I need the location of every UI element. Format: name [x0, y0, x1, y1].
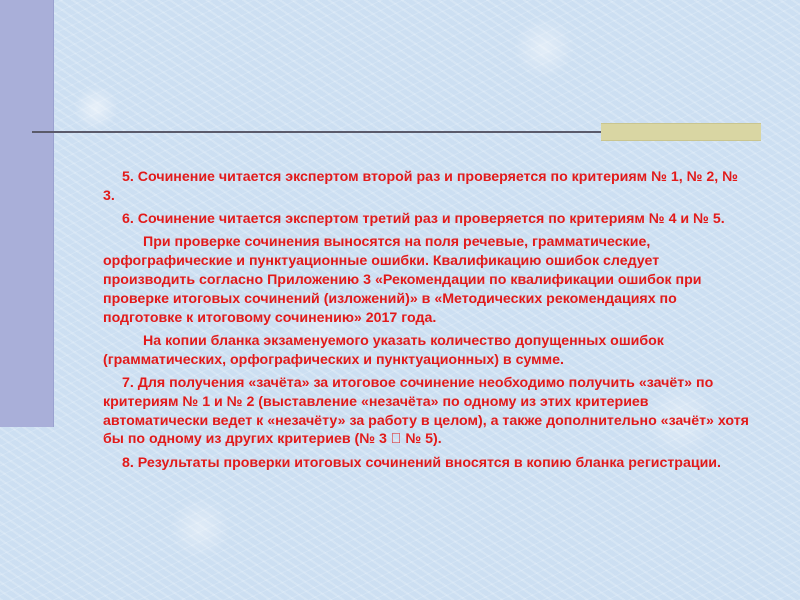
paragraph-item-8: 8. Результаты проверки итоговых сочинений вносятся в копию бланка регистрации.: [122, 454, 721, 471]
paragraph-error-marking: При проверке сочинения выносятся на поля речевые, грамматические, орфографические и пунктуационные ошибки. Квалификацию ошибок следует производить согласно Приложению 3 «Рекомендации по квалификации ошибок при проверке итоговых сочинений (изложений)» в «Методических рекомендациях по подготовке к итоговому сочинению» 2017 года.: [103, 234, 702, 326]
paragraph-error-count: На копии бланка экзаменуемого указать количество допущенных ошибок (грамматических, орфографических и пунктуационных) в сумме.: [103, 332, 664, 368]
paragraph-item-7: 7. Для получения «зачёта» за итоговое сочинение необходимо получить «зачёт» по критериям № 1 и № 2 (выставление «незачёта» по одному из этих критериев автоматически ведет к «незачёту» за работу в целом), а также дополнительно «зачёт» хотя бы по одному из других критериев (№ 3 № 5).: [103, 374, 749, 448]
slide-body: [103, 168, 753, 477]
paragraph-item-6: 6. Сочинение читается экспертом третий раз и проверяется по критериям № 4 и № 5.: [122, 211, 725, 228]
paragraph-item-5: 5. Сочинение читается экспертом второй раз и проверяется по критериям № 1, № 2, № 3.: [103, 169, 738, 204]
header-accent-box: [601, 123, 761, 141]
left-decorative-bar: [0, 0, 54, 427]
